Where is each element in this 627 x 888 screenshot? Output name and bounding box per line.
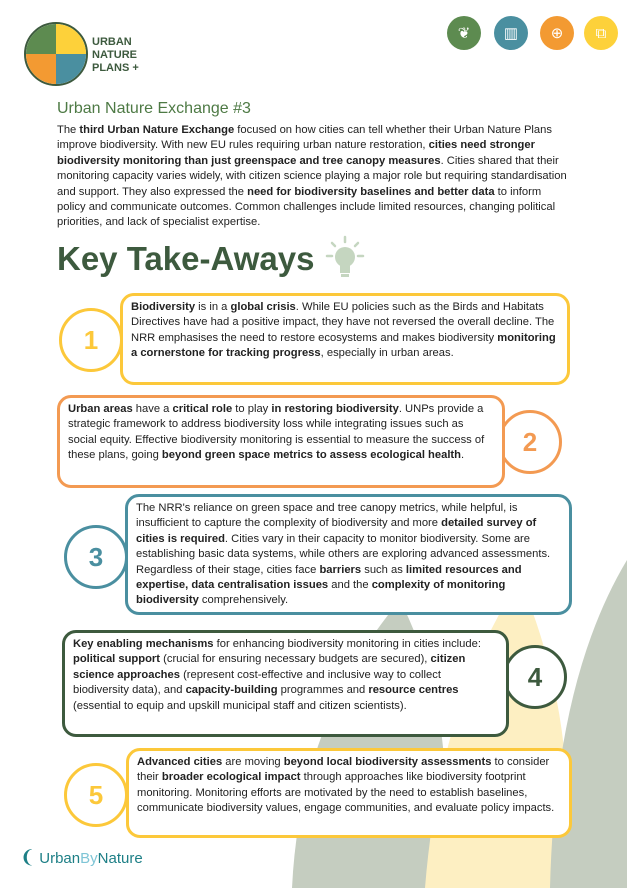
text: to play [232, 403, 272, 415]
leaf-icon: ❦ [447, 16, 481, 50]
brand-part: Urban [39, 850, 81, 867]
page-title: Key Take-Aways [57, 240, 315, 277]
bold-text: broader ecological impact [161, 771, 301, 784]
text: , especially in urban areas. [320, 347, 454, 360]
text: are moving [222, 756, 284, 768]
bold-text: detailed survey of cities is required [136, 517, 537, 545]
takeaway-number: 3 [64, 525, 128, 589]
takeaway-box [62, 630, 509, 737]
text: is in a [195, 301, 231, 313]
text: have a [132, 403, 173, 415]
text: to consider their [137, 756, 550, 784]
takeaway-number: 4 [503, 645, 567, 709]
bold-text: beyond green space metrics to assess ecological health [161, 449, 461, 462]
text: such as [361, 563, 406, 576]
bold-text: Advanced cities [137, 756, 223, 768]
globe-icon: ⊕ [540, 16, 574, 50]
text: . UNPs provide a strategic framework to address biodiversity loss while integrating issues such as social equity. Effective biodiversity monitoring is essential to measure the success of these plans, going [68, 403, 485, 462]
link-icon: ⧉ [584, 16, 618, 50]
city-icon: ▥ [494, 16, 528, 50]
logo-text [92, 36, 139, 75]
text: and the [328, 579, 372, 592]
swoosh-icon: ❨ [20, 847, 36, 867]
bold-text: citizen science approaches [73, 653, 466, 681]
text: comprehensively. [198, 594, 289, 607]
takeaway-number: 2 [498, 410, 562, 474]
text: (essential to equip and upskill municipal staff and citizen scientists). [73, 699, 407, 712]
intro-paragraph [57, 123, 567, 231]
bold-text: capacity-building [185, 684, 278, 697]
text: through approaches like biodiversity footprint monitoring. Monitoring efforts are motivated by the need to establish baselines, communicate biodiversity values, engage communities, and evaluate policy impacts. [137, 771, 555, 815]
bold-text: monitoring a cornerstone for tracking progress [131, 331, 556, 360]
bold-text: resource centres [368, 684, 459, 697]
text: to inform policy and communicate outcomes. Common challenges include limited resources, changing political priorities, and lack of specialist expertise. [57, 185, 556, 229]
logo-line: URBAN [92, 36, 132, 48]
bold-text: political support [73, 653, 161, 666]
text: focused on how cities can tell whether their Urban Nature Plans improve biodiversity. With new EU rules requiring urban nature restoration, [57, 124, 552, 152]
text: programmes and [277, 684, 369, 697]
text: . While EU policies such as the Birds and Habitats Directives have had a positive impact, they have not reversed the overall decline. The NRR emphasises the need to restore ecosystems and makes biodiversity [131, 301, 555, 344]
text: (crucial for ensuring necessary budgets are secured), [160, 653, 431, 666]
bold-text: third Urban Nature Exchange [79, 124, 235, 136]
urbanbynature-logo [20, 846, 143, 870]
takeaway-number: 5 [64, 763, 128, 827]
text: for enhancing biodiversity monitoring in cities include: [213, 638, 481, 650]
logo-line: PLANS + [92, 62, 139, 74]
page-subtitle: Urban Nature Exchange #3 [57, 100, 251, 117]
takeaway-box [120, 293, 570, 385]
takeaway-box [126, 748, 572, 838]
takeaway-box [125, 494, 572, 615]
bold-text: cities need stronger biodiversity monitoring than just greenspace and tree canopy measures [57, 139, 535, 167]
text: . Cities shared that their monitoring capacity varies widely, with citizen science playing a major role but requiring standardisation and support. They also expressed the [57, 154, 567, 198]
brand-part: By [80, 850, 98, 867]
lightbulb-icon [325, 235, 365, 279]
text: . Cities vary in their capacity to monitor biodiversity. Some are establishing basic data systems, while others are exploring advanced assessments. Regardless of their stage, cities face [136, 532, 551, 576]
bold-text: Urban areas [68, 403, 133, 415]
text: (represent cost-effective and inclusive way to collect biodiversity data), and [73, 668, 441, 697]
brand-part: Nature [97, 850, 143, 867]
bold-text: in restoring biodiversity [271, 403, 399, 415]
bold-text: limited resources and expertise, data centralisation issues [136, 563, 522, 592]
logo-line: NATURE [92, 49, 138, 61]
urban-nature-plans-logo [24, 22, 88, 86]
bold-text: need for biodiversity baselines and better data [247, 185, 495, 198]
bold-text: critical role [172, 403, 233, 415]
text: The NRR's reliance on green space and tree canopy metrics, while helpful, is insufficient to capture the complexity of biodiversity and more [136, 502, 518, 530]
bold-text: complexity of monitoring biodiversity [136, 579, 506, 607]
bold-text: Key enabling mechanisms [73, 638, 214, 650]
text: . [461, 449, 465, 462]
bold-text: beyond local biodiversity assessments [283, 756, 492, 768]
takeaway-box [57, 395, 505, 488]
takeaway-number: 1 [59, 308, 123, 372]
bold-text: Biodiversity [131, 301, 196, 313]
bold-text: global crisis [230, 301, 296, 313]
text: The [57, 124, 80, 136]
bold-text: barriers [319, 563, 362, 576]
